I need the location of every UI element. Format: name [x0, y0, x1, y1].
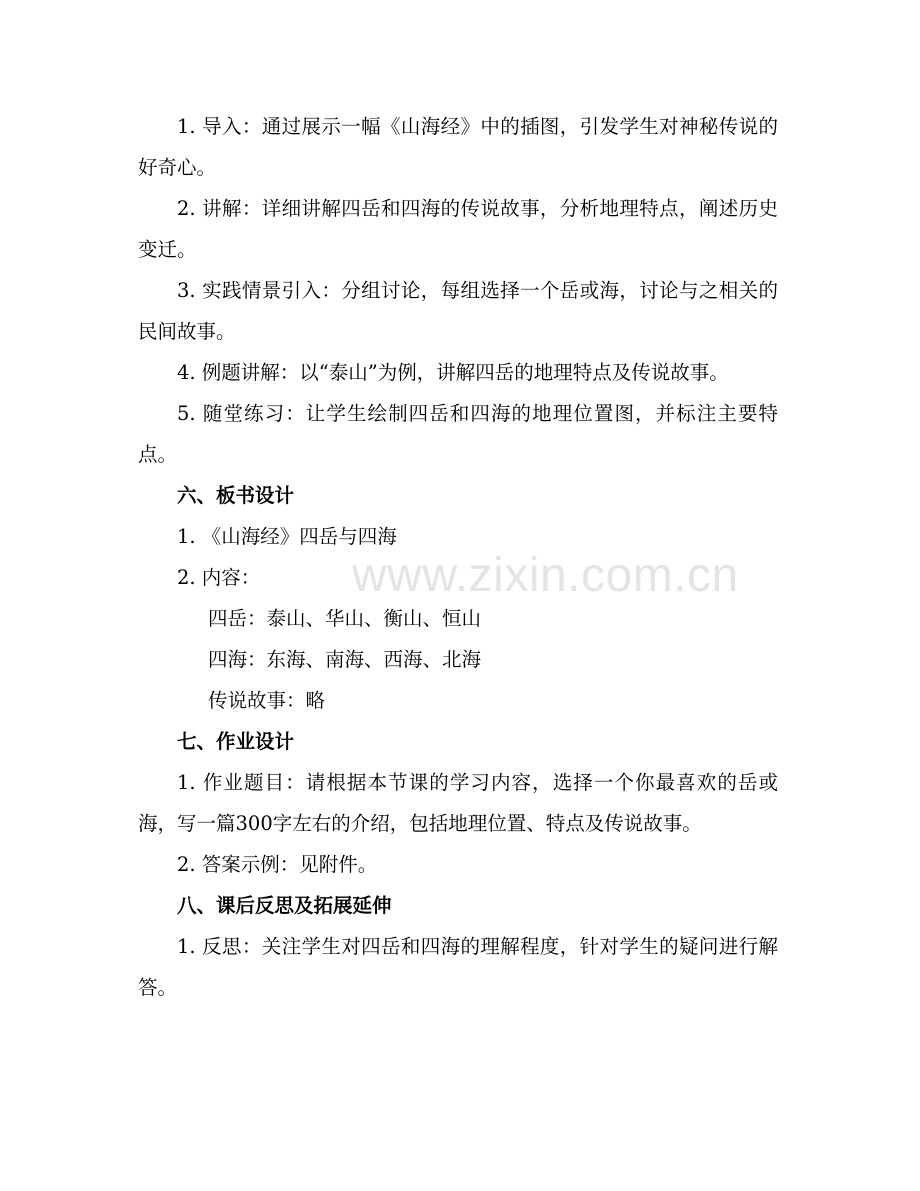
paragraph-intro: 1. 导入：通过展示一幅《山海经》中的插图，引发学生对神秘传说的好奇心。 — [138, 115, 778, 179]
paragraph-practice-scenario: 3. 实践情景引入：分组讨论，每组选择一个岳或海，讨论与之相关的民间故事。 — [138, 279, 778, 343]
board-design-four-seas: 四海：东海、南海、西海、北海 — [208, 648, 482, 671]
section-heading-homework: 七、作业设计 — [177, 730, 295, 753]
board-design-legends: 传说故事：略 — [208, 689, 326, 712]
reflection-item: 1. 反思：关注学生对四岳和四海的理解程度，针对学生的疑问进行解答。 — [138, 935, 778, 999]
watermark: www.zixin.com.cn — [352, 549, 739, 602]
homework-item-topic: 1. 作业题目：请根据本节课的学习内容，选择一个你最喜欢的岳或海，写一篇300字左右的介绍，包括地理位置、特点及传说故事。 — [138, 771, 778, 835]
section-heading-board-design: 六、板书设计 — [177, 484, 295, 507]
board-design-four-mountains: 四岳：泰山、华山、衡山、恒山 — [208, 607, 482, 630]
section-heading-reflection: 八、课后反思及拓展延伸 — [177, 894, 392, 917]
board-design-item-content: 2. 内容： — [177, 566, 261, 589]
board-design-item-title: 1. 《山海经》四岳与四海 — [177, 525, 397, 548]
homework-item-answer: 2. 答案示例：见附件。 — [177, 853, 378, 876]
paragraph-lecture: 2. 讲解：详细讲解四岳和四海的传说故事，分析地理特点，阐述历史变迁。 — [138, 197, 778, 261]
paragraph-example: 4. 例题讲解：以“泰山”为例，讲解四岳的地理特点及传说故事。 — [177, 361, 729, 384]
document-body — [138, 106, 778, 1008]
paragraph-exercise: 5. 随堂练习：让学生绘制四岳和四海的地理位置图，并标注主要特点。 — [138, 402, 778, 466]
